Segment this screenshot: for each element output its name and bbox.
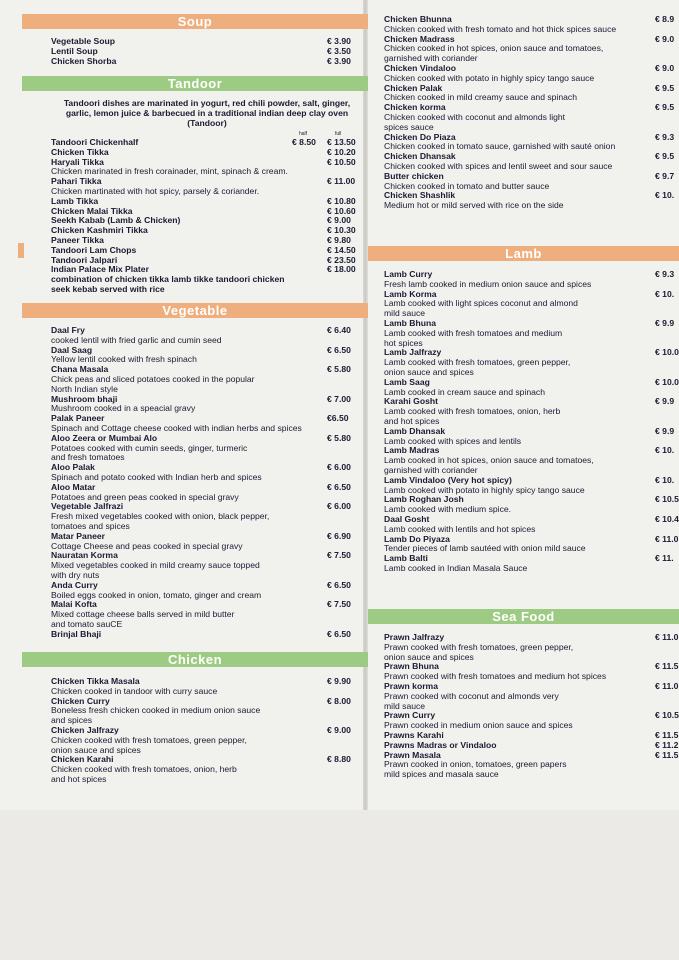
menu-item-price: € 11.5 xyxy=(655,749,679,760)
menu-item-price: € 10.20 xyxy=(327,146,356,157)
menu-item-description: Mushroom cooked in a speacial gravy xyxy=(51,403,196,414)
menu-item xyxy=(22,57,368,67)
menu-item xyxy=(368,319,679,348)
menu-item-name: Aloo Palak xyxy=(51,462,95,473)
menu-item-name: Chicken Madrass xyxy=(384,33,455,44)
menu-item-price: € 9.5 xyxy=(655,82,675,93)
menu-item xyxy=(368,751,679,780)
menu-item-description: Lamb cooked with potato in highly spicy tango sauce xyxy=(384,484,585,495)
menu-item-name: Prawn korma xyxy=(384,681,438,691)
menu-item-price: € 10. xyxy=(655,445,675,456)
menu-item-name: Chicken Tikka Masala xyxy=(51,676,140,686)
menu-item-price: € 3.50 xyxy=(327,45,351,56)
menu-item xyxy=(368,290,679,319)
menu-item-price: € 9.5 xyxy=(655,102,675,113)
section-header-lamb: Lamb xyxy=(368,246,679,261)
menu-item-name: Butter chicken xyxy=(384,170,444,181)
menu-item-name: Chicken Karahi xyxy=(51,754,114,765)
menu-item-name: Matar Paneer xyxy=(51,530,105,541)
menu-item-name: Vegetable Soup xyxy=(51,36,115,46)
menu-item-description: cooked lentil with fried garlic and cumin seed xyxy=(51,334,222,345)
menu-item-price: € 9.9 xyxy=(655,396,675,407)
menu-item-price: € 7.50 xyxy=(327,599,351,610)
menu-item-description: Chicken cooked in tomato sauce, garnished with sauté onion xyxy=(384,141,616,152)
menu-item-description: Lamb cooked in hot spices, onion sauce and tomatoes, garnished with coriander xyxy=(384,455,594,475)
section-header-soup: Soup xyxy=(22,14,368,29)
section-header-tandoor: Tandoor xyxy=(22,76,368,91)
menu-item xyxy=(22,532,368,552)
menu-item xyxy=(368,133,679,153)
menu-item-description: Lamb cooked with fresh tomatoes, green pepper, onion sauce and spices xyxy=(384,357,571,377)
menu-item-price: € 8.50 xyxy=(292,137,316,147)
menu-item-description: Boneless fresh chicken cooked in medium onion sauce and spices xyxy=(51,705,261,726)
menu-item xyxy=(22,755,368,784)
menu-item-price: € 10. xyxy=(655,474,675,485)
menu-item xyxy=(22,502,368,531)
menu-item-description: Prawn cooked in medium onion sauce and spices xyxy=(384,720,573,731)
menu-item xyxy=(368,270,679,290)
menu-item-price: € 9.7 xyxy=(655,170,675,181)
menu-item-name: Chicken Shashlik xyxy=(384,190,456,201)
menu-item-name: Prawn Bhuna xyxy=(384,661,439,672)
menu-item-description: Chick peas and sliced potatoes cooked in the popular North Indian style xyxy=(51,373,255,394)
menu-item-description: combination of chicken tikka lamb tikke tandoori chicken seek kebab served with rice xyxy=(51,274,285,294)
menu-item xyxy=(368,662,679,682)
left-edge-marker xyxy=(18,243,24,258)
menu-item-name: Anda Curry xyxy=(51,579,98,590)
menu-item-name: Chicken Palak xyxy=(384,82,443,93)
menu-item-name: Mushroom bhaji xyxy=(51,393,118,404)
menu-item-name: Seekh Kabab (Lamb & Chicken) xyxy=(51,215,181,226)
menu-item-price: € 6.40 xyxy=(327,325,351,335)
menu-item-price: € 11. xyxy=(655,553,674,564)
menu-item-name: Chana Masala xyxy=(51,364,109,375)
menu-item-price: € 3.90 xyxy=(327,36,351,46)
menu-item-name: Chicken Tikka xyxy=(51,146,109,157)
menu-item xyxy=(22,395,368,415)
menu-item-price: € 7.00 xyxy=(327,393,351,404)
menu-item-description: Medium hot or mild served with rice on the side xyxy=(384,200,564,211)
menu-item-price: € 10.5 xyxy=(655,494,679,505)
menu-item xyxy=(368,427,679,447)
menu-item xyxy=(368,397,679,426)
menu-item-price: € 6.00 xyxy=(327,462,351,473)
menu-item-price: € 7.50 xyxy=(327,550,351,561)
tandoor-intro: Tandoori dishes are marinated in yogurt, red chili powder, salt, ginger, garlic, lemon juice & barbecued in a traditional indian deep clay oven (Tandoor) xyxy=(63,98,351,128)
menu-item xyxy=(22,726,368,755)
menu-item-name: Prawns Karahi xyxy=(384,730,444,740)
menu-item xyxy=(22,177,368,197)
menu-item-price: € 11.0 xyxy=(655,533,679,544)
menu-item-name: Indian Palace Mix Plater xyxy=(51,264,149,275)
menu-item-name: Chicken Do Piaza xyxy=(384,131,456,142)
section-header-chicken: Chicken xyxy=(22,652,368,667)
menu-item-price: € 14.50 xyxy=(327,244,356,255)
menu-item-description: Potatoes and green peas cooked in special gravy xyxy=(51,491,239,502)
menu-item-price: € 18.00 xyxy=(327,264,356,275)
menu-item-name: Aloo Matar xyxy=(51,481,96,492)
menu-item-name: Daal Gosht xyxy=(384,514,430,524)
menu-item-description: Chicken martinated with hot spicy, parsely & coriander. xyxy=(51,185,260,196)
menu-item-name: Prawn Jalfrazy xyxy=(384,632,445,642)
menu-item-description: Prawn cooked with fresh tomatoes and medium hot spices xyxy=(384,671,607,682)
menu-item xyxy=(22,346,368,366)
menu-item-price: € 9.3 xyxy=(655,131,675,142)
menu-item-description: Chicken cooked with fresh tomatoes, green pepper, onion sauce and spices xyxy=(51,734,247,755)
menu-item-description: Lamb cooked in Indian Masala Sauce xyxy=(384,562,528,573)
menu-item-price: € 10.5 xyxy=(655,710,679,721)
menu-item-name: Chicken Dhansak xyxy=(384,151,456,162)
menu-item-price: € 6.50 xyxy=(327,344,351,355)
menu-item xyxy=(22,581,368,601)
menu-item-price: € 10.30 xyxy=(327,225,356,236)
menu-item-price: € 11.5 xyxy=(655,661,679,672)
menu-item-description: Spinach and potato cooked with Indian herb and spices xyxy=(51,471,262,482)
menu-item-price: € 9.3 xyxy=(655,269,675,279)
menu-item-name: Chicken Bhunna xyxy=(384,14,452,24)
menu-item-price: € 9.00 xyxy=(327,215,351,226)
menu-item-name: Chicken Kashmiri Tikka xyxy=(51,225,148,236)
menu-item xyxy=(368,35,679,64)
menu-item-name: Chicken Curry xyxy=(51,695,110,706)
menu-item xyxy=(368,476,679,496)
menu-item-name: Lamb Korma xyxy=(384,288,437,299)
menu-item xyxy=(368,378,679,398)
menu-item-description: Prawn cooked in onion, tomatoes, green papers mild spices and masala sauce xyxy=(384,759,567,780)
menu-item-price: € 9.80 xyxy=(327,235,351,245)
menu-item-name: Lamb Vindaloo (Very hot spicy) xyxy=(384,474,512,485)
menu-item xyxy=(368,446,679,475)
menu-item-price: € 9.90 xyxy=(327,676,351,686)
menu-item-description: Fresh lamb cooked in medium onion sauce and spices xyxy=(384,278,592,289)
menu-item-price: € 10.60 xyxy=(327,205,356,216)
menu-item-price: € 9.00 xyxy=(327,725,351,735)
menu-item xyxy=(368,103,679,132)
menu-item-description: Lamb cooked with fresh tomatoes, onion, herb and hot spices xyxy=(384,406,561,426)
menu-item-price: € 6.50 xyxy=(327,579,351,590)
menu-item-price: € 10.50 xyxy=(327,156,356,167)
menu-item xyxy=(22,414,368,434)
menu-item-name: Vegetable Jalfrazi xyxy=(51,501,124,512)
menu-item-description: Lamb cooked with light spices coconut and almond mild sauce xyxy=(384,298,578,319)
menu-item-price: € 9.0 xyxy=(655,63,675,73)
menu-item-description: Mixed vegetables cooked in mild creamy sauce topped with dry nuts xyxy=(51,560,260,580)
menu-item xyxy=(22,551,368,580)
menu-item-name: Lentil Soup xyxy=(51,45,98,56)
menu-item-price: € 8.9 xyxy=(655,14,675,24)
menu-item-price: € 11.00 xyxy=(327,176,356,187)
menu-item-name: Prawn Curry xyxy=(384,710,436,721)
menu-item xyxy=(22,697,368,726)
menu-item xyxy=(368,535,679,555)
menu-item-price: € 10.80 xyxy=(327,195,356,206)
menu-item xyxy=(22,326,368,346)
menu-item-name: Chicken korma xyxy=(384,102,446,113)
menu-item xyxy=(22,600,368,629)
menu-item-name: Daal Saag xyxy=(51,344,93,355)
menu-item xyxy=(368,84,679,104)
menu-item-description: Chicken cooked in tomato and butter sauce xyxy=(384,180,550,191)
menu-item-name: Brinjal Bhaji xyxy=(51,628,102,639)
menu-item-name: Pahari Tikka xyxy=(51,176,102,187)
menu-item-name: Nauratan Korma xyxy=(51,550,118,561)
menu-item-name: Tandoori Chickenhalf xyxy=(51,137,139,147)
menu-item xyxy=(22,265,368,294)
menu-item-name: Chicken Malai Tikka xyxy=(51,205,133,216)
menu-item xyxy=(22,463,368,483)
menu-item-price: € 11.2 xyxy=(655,739,679,750)
menu-item-name: Karahi Gosht xyxy=(384,396,438,407)
menu-item-description: Spinach and Cottage cheese cooked with indian herbs and spices xyxy=(51,422,302,433)
menu-item-price: € 10.0 xyxy=(655,347,679,358)
menu-item-name: Chicken Shorba xyxy=(51,55,117,66)
menu-item-name: Lamb Balti xyxy=(384,553,428,564)
menu-item-price: € 10. xyxy=(655,190,675,201)
menu-item-price: € 10.0 xyxy=(655,376,679,387)
menu-item xyxy=(368,15,679,35)
menu-item-name: Tandoori Jalpari xyxy=(51,254,118,265)
menu-item xyxy=(368,633,679,662)
menu-item xyxy=(22,483,368,503)
menu-item xyxy=(22,365,368,394)
full-label: full xyxy=(335,131,342,137)
menu-item-name: Prawn Masala xyxy=(384,749,441,760)
menu-item-description: Yellow lentil cooked with fresh spinach xyxy=(51,354,197,365)
menu-item-price: € 9.5 xyxy=(655,151,675,162)
menu-item-name: Lamb Tikka xyxy=(51,195,99,206)
menu-item xyxy=(368,191,679,211)
menu-item-name: Chicken Jalfrazy xyxy=(51,725,119,735)
menu-item-name: Lamb Saag xyxy=(384,376,430,387)
menu-item-description: Chicken cooked with fresh tomato and hot thick spices sauce xyxy=(384,23,617,34)
menu-item-price: € 6.50 xyxy=(327,481,351,492)
menu-item-price: € 5.80 xyxy=(327,364,351,375)
menu-item-name: Lamb Roghan Josh xyxy=(384,494,464,505)
menu-item-name: Aloo Zeera or Mumbai Alo xyxy=(51,432,158,443)
menu-item-price: € 9.9 xyxy=(655,318,675,328)
menu-item-description: Chicken cooked in mild creamy sauce and spinach xyxy=(384,92,577,103)
menu-item xyxy=(368,495,679,515)
menu-item xyxy=(22,158,368,178)
menu-item-description: Chicken cooked with potato in highly spicy tango sauce xyxy=(384,72,595,83)
menu-item-price-full: € 13.50 xyxy=(327,137,356,147)
menu-item-description: Cottage Cheese and peas cooked in special gravy xyxy=(51,540,243,551)
menu-item-name: Tandoori Lam Chops xyxy=(51,244,137,255)
menu-item-price: € 9.0 xyxy=(655,33,675,44)
menu-item-price: € 9.9 xyxy=(655,425,675,436)
menu-item-name: Daal Fry xyxy=(51,325,85,335)
menu-item-description: Boiled eggs cooked in onion, tomato, ginger and cream xyxy=(51,589,262,600)
menu-item-description: Chicken cooked with fresh tomatoes, onion, herb and hot spices xyxy=(51,764,237,784)
menu-item-description: Prawn cooked with fresh tomatoes, green pepper, onion sauce and spices xyxy=(384,641,574,662)
section-header-vegetable: Vegetable xyxy=(22,303,368,318)
menu-item-name: Lamb Bhuna xyxy=(384,318,437,328)
menu-item-description: Chicken cooked with coconut and almonds light spices sauce xyxy=(384,111,566,132)
menu-item-description: Lamb cooked with medium spice. xyxy=(384,504,512,515)
menu-item-price: € 8.80 xyxy=(327,754,351,765)
menu-item-description: Lamb cooked in cream sauce and spinach xyxy=(384,386,545,397)
menu-item xyxy=(22,434,368,463)
menu-item-description: Potatoes cooked with cumin seeds, ginger, turmeric and fresh tomatoes xyxy=(51,442,248,463)
menu-item xyxy=(368,172,679,192)
menu-item-name: Chicken Vindaloo xyxy=(384,63,456,73)
menu-item xyxy=(368,64,679,84)
menu-item-price: € 6.00 xyxy=(327,501,351,512)
menu-item-description: Chicken marinated in fresh corainader, mint, spinach & cream. xyxy=(51,166,288,177)
menu-item-price: € 3.90 xyxy=(327,55,351,66)
menu-item-name: Lamb Madras xyxy=(384,445,440,456)
menu-item xyxy=(368,711,679,731)
menu-item-price: € 23.50 xyxy=(327,254,356,265)
menu-item-description: Tender pieces of lamb sautéed with onion mild sauce xyxy=(384,543,586,554)
menu-item-price: € 11.0 xyxy=(655,681,679,691)
menu-item-price: € 6.90 xyxy=(327,530,351,541)
menu-item xyxy=(368,348,679,377)
menu-item-description: Mixed cottage cheese balls served in mild butter and tomato sauCE xyxy=(51,609,235,629)
menu-item-name: Haryali Tikka xyxy=(51,156,104,167)
menu-item-price: € 11.0 xyxy=(655,632,679,642)
menu-item xyxy=(368,152,679,172)
menu-item-description: Lamb cooked with lentils and hot spices xyxy=(384,523,536,534)
menu-item-description: Lamb cooked with spices and lentils xyxy=(384,435,522,446)
menu-item xyxy=(22,630,368,640)
menu-item-price: € 6.50 xyxy=(327,628,351,639)
menu-item-name: Lamb Jalfrazy xyxy=(384,347,442,358)
menu-item-name: Prawns Madras or Vindaloo xyxy=(384,739,497,750)
menu-item-description: Chicken cooked with spices and lentil sweet and sour sauce xyxy=(384,160,613,171)
menu-item-description: Lamb cooked with fresh tomatoes and medium hot spices xyxy=(384,327,563,348)
menu-item-description: Fresh mixed vegetables cooked with onion, black pepper, tomatoes and spices xyxy=(51,511,270,531)
menu-item-name: Lamb Curry xyxy=(384,269,433,279)
menu-item-name: Palak Paneer xyxy=(51,413,105,424)
menu-item-price: € 11.5 xyxy=(655,730,679,740)
menu-item-name: Paneer Tikka xyxy=(51,235,104,245)
menu-item xyxy=(368,554,679,574)
menu-item-price: € 8.00 xyxy=(327,695,351,706)
menu-item-description: Chicken cooked in hot spices, onion sauce and tomatoes, garnished with coriander xyxy=(384,43,604,64)
menu-item xyxy=(22,677,368,697)
menu-item-name: Lamb Dhansak xyxy=(384,425,446,436)
menu-item xyxy=(368,682,679,711)
menu-item-description: Chicken cooked in tandoor with curry sauce xyxy=(51,685,218,696)
menu-item-name: Malai Kofta xyxy=(51,599,97,610)
menu-item xyxy=(368,515,679,535)
section-header-seafood: Sea Food xyxy=(368,609,679,624)
half-label: half xyxy=(299,131,308,137)
menu-item-name: Lamb Do Piyaza xyxy=(384,533,450,544)
menu-item-price: € 10. xyxy=(655,288,675,299)
menu-item-price: € 5.80 xyxy=(327,432,351,443)
menu-item-price: €6.50 xyxy=(327,413,349,424)
menu-item-description: Prawn cooked with coconut and almonds very mild sauce xyxy=(384,690,559,711)
menu-item-price: € 10.4 xyxy=(655,514,679,524)
